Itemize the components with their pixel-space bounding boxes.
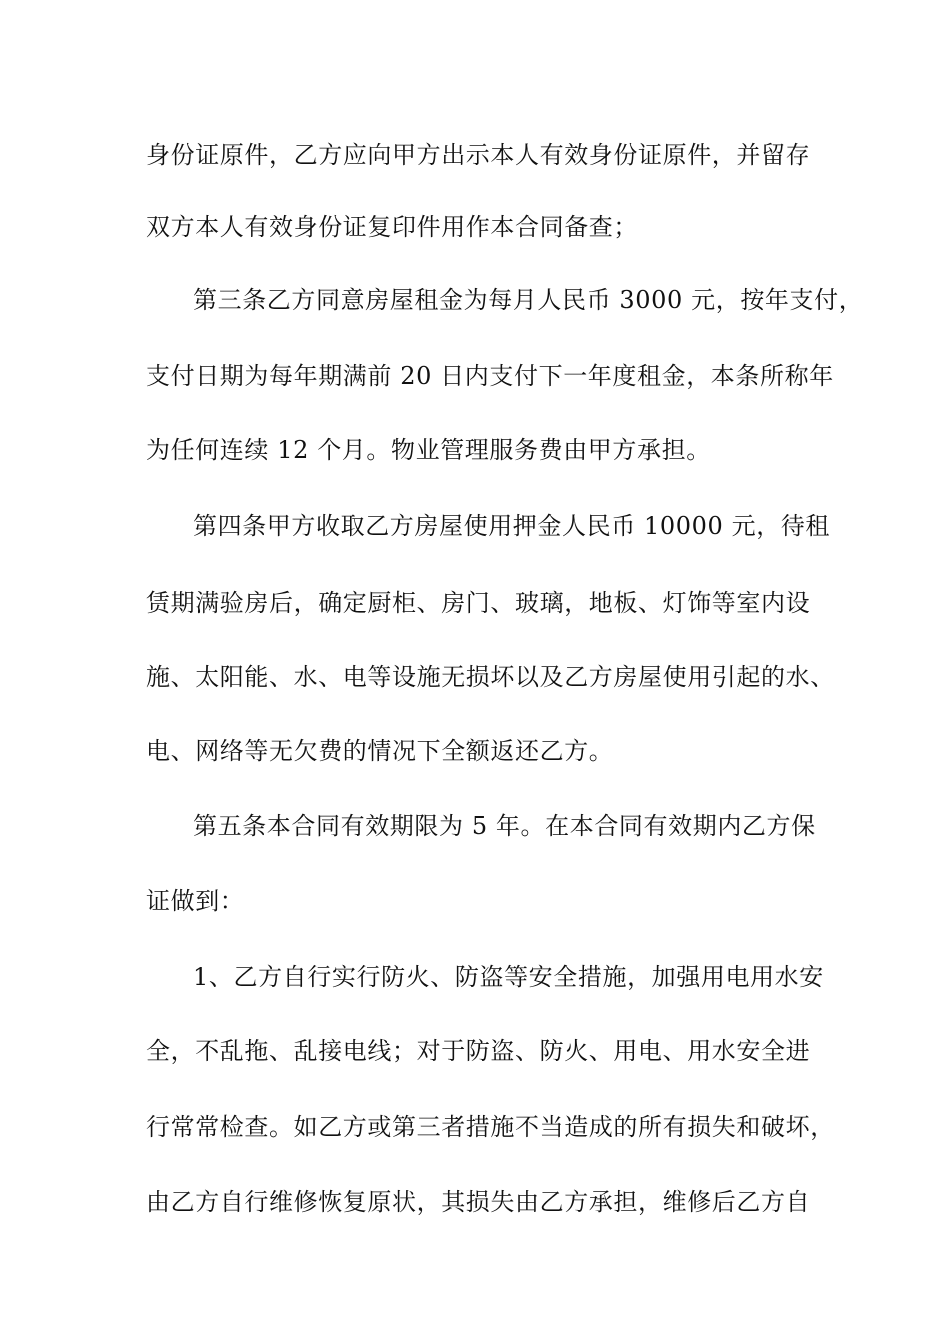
text-line: 由乙方自行维修恢复原状，其损失由乙方承担，维修后乙方自 <box>146 1188 811 1216</box>
text-line: 电、网络等无欠费的情况下全额返还乙方。 <box>146 737 614 765</box>
text-line: 赁期满验房后，确定厨柜、房门、玻璃，地板、灯饰等室内设 <box>146 589 811 617</box>
paragraph-start-line: 第三条乙方同意房屋租金为每月人民币 3000 元，按年支付， <box>193 286 864 314</box>
list-item-line: 1、乙方自行实行防火、防盗等安全措施，加强用电用水安 <box>193 963 824 991</box>
paragraph-start-line: 第五条本合同有效期限为 5 年。在本合同有效期内乙方保 <box>193 812 816 840</box>
text-line: 双方本人有效身份证复印件用作本合同备查； <box>146 213 638 241</box>
text-line: 行常常检查。如乙方或第三者措施不当造成的所有损失和破坏， <box>146 1113 835 1141</box>
text-line: 身份证原件，乙方应向甲方出示本人有效身份证原件，并留存 <box>146 141 811 169</box>
paragraph-start-line: 第四条甲方收取乙方房屋使用押金人民币 10000 元，待租 <box>193 512 831 540</box>
text-line: 全，不乱拖、乱接电线；对于防盗、防火、用电、用水安全进 <box>146 1037 811 1065</box>
text-line: 证做到： <box>146 887 245 915</box>
text-line: 为任何连续 12 个月。物业管理服务费由甲方承担。 <box>146 436 711 464</box>
text-line: 施、太阳能、水、电等设施无损坏以及乙方房屋使用引起的水、 <box>146 663 835 691</box>
text-line: 支付日期为每年期满前 20 日内支付下一年度租金，本条所称年 <box>146 362 834 390</box>
